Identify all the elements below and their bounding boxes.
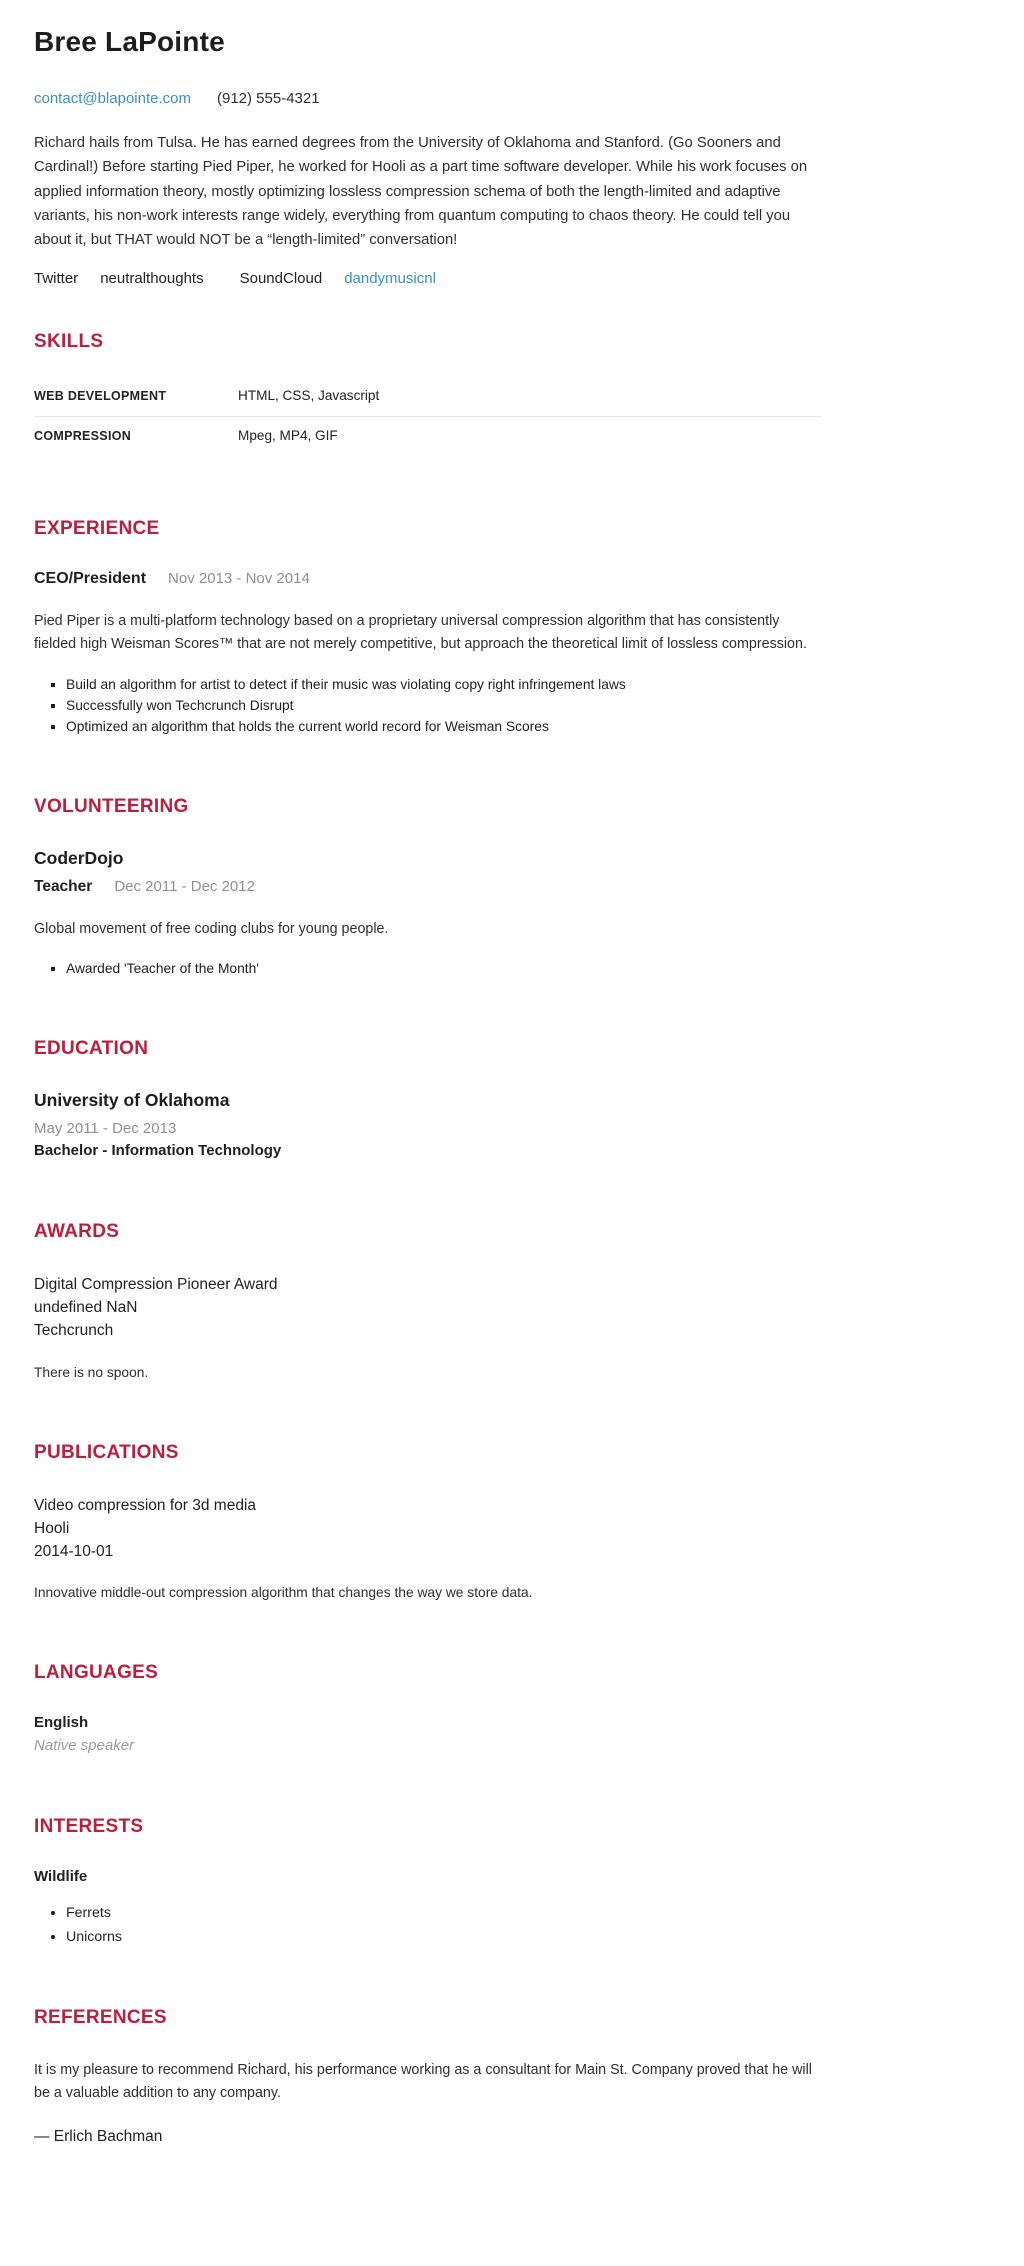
volunteering-dates: Dec 2011 - Dec 2012 xyxy=(114,877,255,895)
skill-keywords: Mpeg, MP4, GIF xyxy=(238,428,338,444)
references-heading: REFERENCES xyxy=(34,2007,167,2029)
skill-row xyxy=(34,416,822,456)
publication-name: Video compression for 3d media xyxy=(34,1496,257,1514)
volunteering-summary: Global movement of free coding clubs for young people. xyxy=(34,920,389,937)
experience-dates: Nov 2013 - Nov 2014 xyxy=(168,570,310,588)
education-dates: May 2011 - Dec 2013 xyxy=(34,1119,177,1137)
highlight-item: ▪ Awarded 'Teacher of the Month' xyxy=(66,961,822,976)
profile-username-twitter: neutralthoughts xyxy=(100,270,204,288)
interest-keyword: • Unicorns xyxy=(66,1929,822,1945)
publication-publisher: Hooli xyxy=(34,1519,70,1537)
profile-soundcloud xyxy=(240,270,436,287)
award-awarder: Techcrunch xyxy=(34,1322,114,1340)
education-institution: University of Oklahoma xyxy=(34,1089,230,1110)
publication-entry xyxy=(34,1494,822,1564)
interests-heading: INTERESTS xyxy=(34,1816,144,1838)
experience-summary: Pied Piper is a multi-platform technology based on a proprietary universal compression algorithm that has consistently fielded high Weisman Scores™ that are not merely competitive, but approach the theoretical limit of lossless compression. xyxy=(34,613,807,653)
volunteering-organization: CoderDojo xyxy=(34,847,124,868)
highlight-item: ▪ Successfully won Techcrunch Disrupt xyxy=(66,698,822,713)
resume-header xyxy=(34,26,822,287)
volunteering-position-row xyxy=(34,878,822,896)
contact-row xyxy=(34,90,822,107)
skill-name: COMPRESSION xyxy=(34,429,132,444)
interest-keyword: • Ferrets xyxy=(66,1905,822,1921)
publication-summary: Innovative middle-out compression algorithm that changes the way we store data. xyxy=(34,1585,533,1601)
publication-date: 2014-10-01 xyxy=(34,1543,114,1561)
summary-text: Richard hails from Tulsa. He has earned degrees from the University of Oklahoma and Stanford. (Go Sooners and Cardinal!) Before starting Pied Piper, he worked for Hooli as a part time software developer. While his work focuses on applied information theory, mostly optimizing lossless compression schema of both the length-limited and adaptive variants, his non-work interests range widely, everything from quantum computing to chaos theory. He could tell you about it, but THAT would NOT be a “length-limited” conversation! xyxy=(34,135,808,249)
section-publications xyxy=(34,1442,822,1601)
language-fluency: Native speaker xyxy=(34,1737,135,1755)
experience-position: CEO/President xyxy=(34,570,147,588)
award-summary: There is no spoon. xyxy=(34,1364,149,1380)
section-experience xyxy=(34,518,822,733)
section-interests xyxy=(34,1816,822,1945)
volunteering-highlights xyxy=(34,961,822,976)
volunteering-heading: VOLUNTEERING xyxy=(34,795,189,817)
section-education xyxy=(34,1038,822,1159)
section-references xyxy=(34,2007,822,2145)
profile-network-twitter: Twitter xyxy=(34,270,79,288)
skill-row xyxy=(34,377,822,416)
email-link[interactable]: contact@blapointe.com xyxy=(34,90,191,107)
skill-name: WEB DEVELOPMENT xyxy=(34,389,167,404)
phone-number: (912) 555-4321 xyxy=(216,90,320,107)
section-volunteering xyxy=(34,796,822,976)
award-date: undefined NaN xyxy=(34,1299,138,1317)
skills-table xyxy=(34,377,822,456)
profile-twitter xyxy=(34,270,204,287)
highlight-item: ▪ Build an algorithm for artist to detect if their music was violating copy right infringement laws xyxy=(66,677,822,692)
experience-position-row xyxy=(34,570,822,588)
volunteering-position: Teacher xyxy=(34,877,93,895)
interest-keywords xyxy=(34,1905,822,1945)
languages-heading: LANGUAGES xyxy=(34,1662,159,1684)
reference-name: — Erlich Bachman xyxy=(34,2127,163,2145)
profile-network-soundcloud: SoundCloud xyxy=(239,270,323,288)
award-title: Digital Compression Pioneer Award xyxy=(34,1275,278,1293)
skill-keywords: HTML, CSS, Javascript xyxy=(238,388,380,404)
section-skills xyxy=(34,331,822,456)
section-awards xyxy=(34,1221,822,1380)
publications-heading: PUBLICATIONS xyxy=(34,1441,179,1463)
profile-username-soundcloud-link[interactable]: dandymusicnl xyxy=(344,270,436,288)
education-heading: EDUCATION xyxy=(34,1037,149,1059)
highlight-item: ▪ Optimized an algorithm that holds the current world record for Weisman Scores xyxy=(66,719,822,734)
awards-heading: AWARDS xyxy=(34,1220,120,1242)
profiles-row xyxy=(34,270,822,287)
person-name: Bree LaPointe xyxy=(34,26,225,57)
language-name: English xyxy=(34,1714,89,1732)
resume-document xyxy=(34,0,822,2266)
skills-heading: SKILLS xyxy=(34,331,104,353)
interest-name: Wildlife xyxy=(34,1868,88,1886)
section-languages xyxy=(34,1662,822,1754)
education-degree: Bachelor - Information Technology xyxy=(34,1141,282,1159)
award-entry xyxy=(34,1273,822,1343)
reference-text: It is my pleasure to recommend Richard, his performance working as a consultant for Main St. Company proved that he will be a valuable addition to any company. xyxy=(34,2062,812,2102)
experience-highlights xyxy=(34,677,822,734)
experience-heading: EXPERIENCE xyxy=(34,518,160,540)
